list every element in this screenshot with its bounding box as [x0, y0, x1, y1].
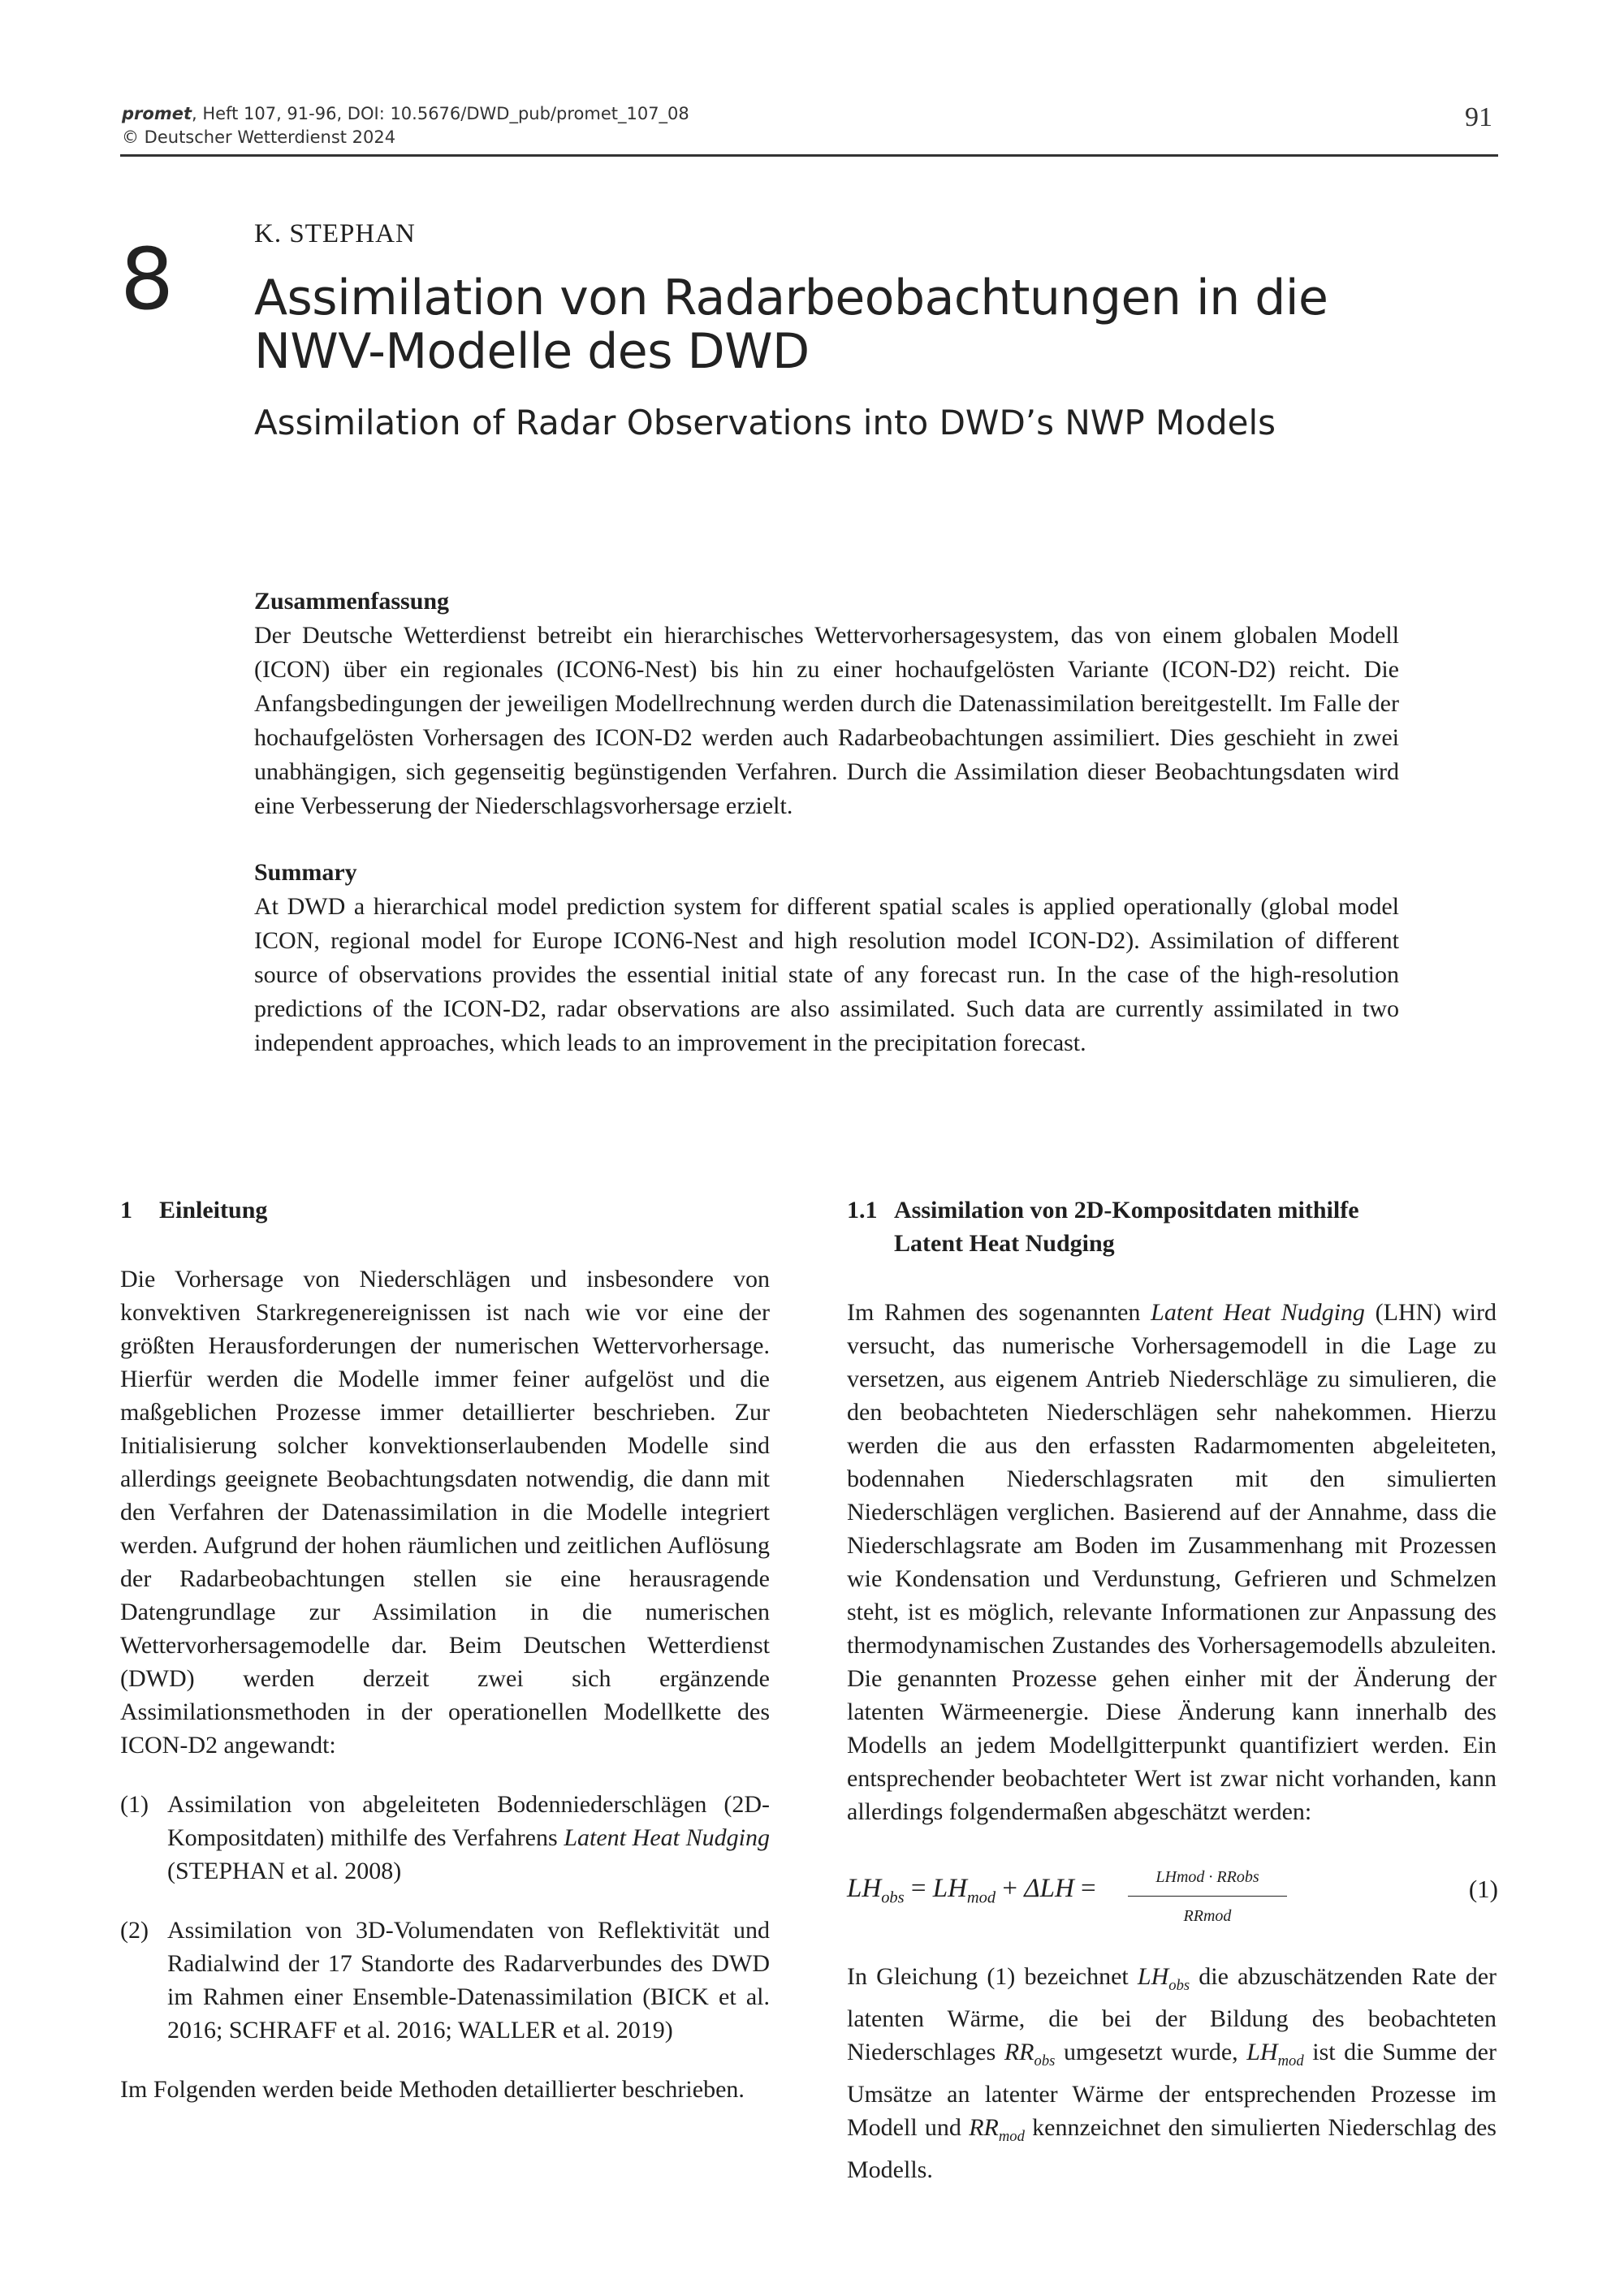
fraction-denominator: RRmod — [1183, 1907, 1232, 1925]
list-item-1 — [120, 1788, 770, 1888]
header-rule — [120, 154, 1498, 157]
author: K. STEPHAN — [254, 219, 416, 248]
section-number: 1.1 — [847, 1197, 878, 1224]
right-column — [847, 1193, 1497, 2186]
section-title: Einleitung — [159, 1197, 268, 1224]
title-german: Assimilation von Radarbeobachtungen in die NWV-Modelle des DWD — [254, 270, 1328, 380]
list-item-citation: (STEPHAN et al. 2008) — [167, 1858, 402, 1884]
section-number: 1 — [120, 1197, 132, 1224]
intro-paragraph: Die Vorhersage von Niederschlägen und insbesondere von konvektiven Starkregenereignissen ist nach wie vor eine der größten Herausforderungen der numerischen Wettervorhersage. Hierfür werden die Modelle immer feiner aufgelöst und die maßgeblichen Prozesse immer detaillierter beschrieben. Zur Initialisierung solcher konvektionserlaubenden Modelle sind allerdings geeignete Beobachtungsdaten notwendig, die dann mit den Verfahren der Datenassimilation in die Modelle integriert werden. Aufgrund der hohen räumlichen und zeitlichen Auflösung der Radarbeobachtungen stellen sie eine herausragende Datengrundlage zur Assimilation in die numerischen Wettervorhersagemodelle dar. Beim Deutschen Wetterdienst (DWD) werden derzeit zwei sich ergänzende Assimilationsmethoden in der operationellen Modellkette des ICON-D2 angewandt: — [120, 1266, 770, 1759]
left-column — [120, 1193, 770, 2106]
fraction-numerator: LHmod · RRobs — [1128, 1861, 1287, 1897]
section-1-heading — [120, 1193, 770, 1227]
chapter-number: 8 — [120, 230, 175, 329]
list-item-2 — [120, 1914, 770, 2047]
equation-1 — [847, 1861, 1497, 1934]
abstract-de-text: Der Deutsche Wetterdienst betreibt ein hierarchisches Wettervorhersagesystem, das von einem globalen Modell (ICON) über ein regionales (ICON6-Nest) bis hin zu einer hochaufgelösten Variante (ICON-D2) reicht. Die Anfangsbedingungen der jeweiligen Modellrechnung werden durch die Datenassimilation bereitgestellt. Im Falle der hochaufgelösten Vorhersagen des ICON-D2 werden auch Radarbeobachtungen assimiliert. Dies geschieht in zwei unabhängigen, sich gegenseitig begünstigenden Verfahren. Durch die Assimilation dieser Beobachtungsdaten wird eine Verbesserung der Niederschlagsvorhersage erzielt. — [254, 622, 1399, 819]
list-marker: (2) — [120, 1917, 149, 1944]
equation-lhs: $LH_{obs} = LH_{mod} + \Delta LH$ = — [847, 1874, 1096, 1907]
brand-pro: pro — [122, 104, 154, 123]
list-item-text: Assimilation von abgeleiteten Bodenniederschlägen (2D-Kompositdaten) mithilfe des Verfahrens — [167, 1791, 770, 1851]
title-english: Assimilation of Radar Observations into DWD’s NWP Models — [254, 403, 1276, 442]
equation-explanation: In Gleichung (1) bezeichnet $LH_{obs}$ die abzuschätzenden Rate der latenten Wärme, die bei der Bildung des beobachteten Niederschlages $RR_{obs}$ umgesetzt wurde, $LH_{mod}$ ist die Summe der Umsätze an latenter Wärme der entsprechenden Prozesse im Modell und $RR_{mod}$ kennzeichnet den simulierten Niederschlag des Modells. — [847, 1963, 1497, 2183]
section-title-line1: Assimilation von 2D-Kompositdaten mithilfe — [894, 1197, 1359, 1224]
section-title-line2: Latent Heat Nudging — [894, 1230, 1115, 1257]
copyright-line: © Deutscher Wetterdienst 2024 — [122, 127, 396, 147]
abstract-en-text: At DWD a hierarchical model prediction system for different spatial scales is applied operationally (global model ICON, regional model for Europe ICON6-Nest and high resolution model ICON-D2). Assimilation of different source of observations provides the essential initial state of any forecast run. In the case of the high-resolution predictions of the ICON-D2, radar observations are also assimilated. Such data are currently assimilated in two independent approaches, which leads to an improvement in the precipitation forecast. — [254, 893, 1399, 1056]
lhn-term: Latent Heat Nudging — [1151, 1299, 1365, 1326]
journal-citation — [122, 104, 689, 123]
lhn-paragraph: Im Rahmen des sogenannten Latent Heat Nudging (LHN) wird versucht, das numerische Vorhersagemodell in die Lage zu versetzen, aus eigenem Antrieb Niederschläge zu simulieren, die den beobachteten Niederschlägen sehr nahekommen. Hierzu werden die aus den erfassten Radarmomenten abgeleiteten, bodennahen Niederschlagsraten mit den simulierten Niederschlägen verglichen. Basierend auf der Annahme, dass die Niederschlagsrate am Boden im Zusammenhang mit Prozessen wie Kondensation und Verdunstung, Gefrieren und Schmelzen steht, ist es möglich, relevante Informationen zur Anpassung des thermodynamischen Zustandes des Vorhersagemodells abzuleiten. Die genannten Prozesse gehen einher mit der Änderung der latenten Wärmeenergie. Diese Änderung kann innerhalb des Modells an jedem Modellgitterpunkt quantifiziert werden. Ein entsprechender beobachteter Wert ist zwar nicht vorhanden, kann allerdings folgendermaßen abgeschätzt werden: — [847, 1299, 1497, 1825]
list-marker: (1) — [120, 1791, 149, 1818]
abstract-en-heading: Summary — [254, 859, 357, 886]
section-1-1-heading — [847, 1193, 1497, 1260]
closing-paragraph: Im Folgenden werden beide Methoden detaillierter beschrieben. — [120, 2076, 745, 2103]
brand-met: met — [153, 104, 192, 123]
abstract-de-heading: Zusammenfassung — [254, 588, 450, 615]
list-item-italic: Latent Heat Nudging — [564, 1824, 770, 1851]
equation-number: (1) — [1468, 1875, 1498, 1903]
list-item-text: Assimilation von 3D-Volumendaten von Reflektivität und Radialwind der 17 Standorte des Radarverbundes des DWD im Rahmen einer Ensemble-Datenassimilation (BICK et al. 2016; SCHRAFF et al. 2016; WALLER et al. 2019) — [167, 1917, 770, 2044]
page-number: 91 — [1465, 102, 1492, 132]
citation-text: , Heft 107, 91-96, DOI: 10.5676/DWD_pub/promet_107_08 — [192, 104, 689, 123]
equation-fraction — [1128, 1861, 1287, 1933]
